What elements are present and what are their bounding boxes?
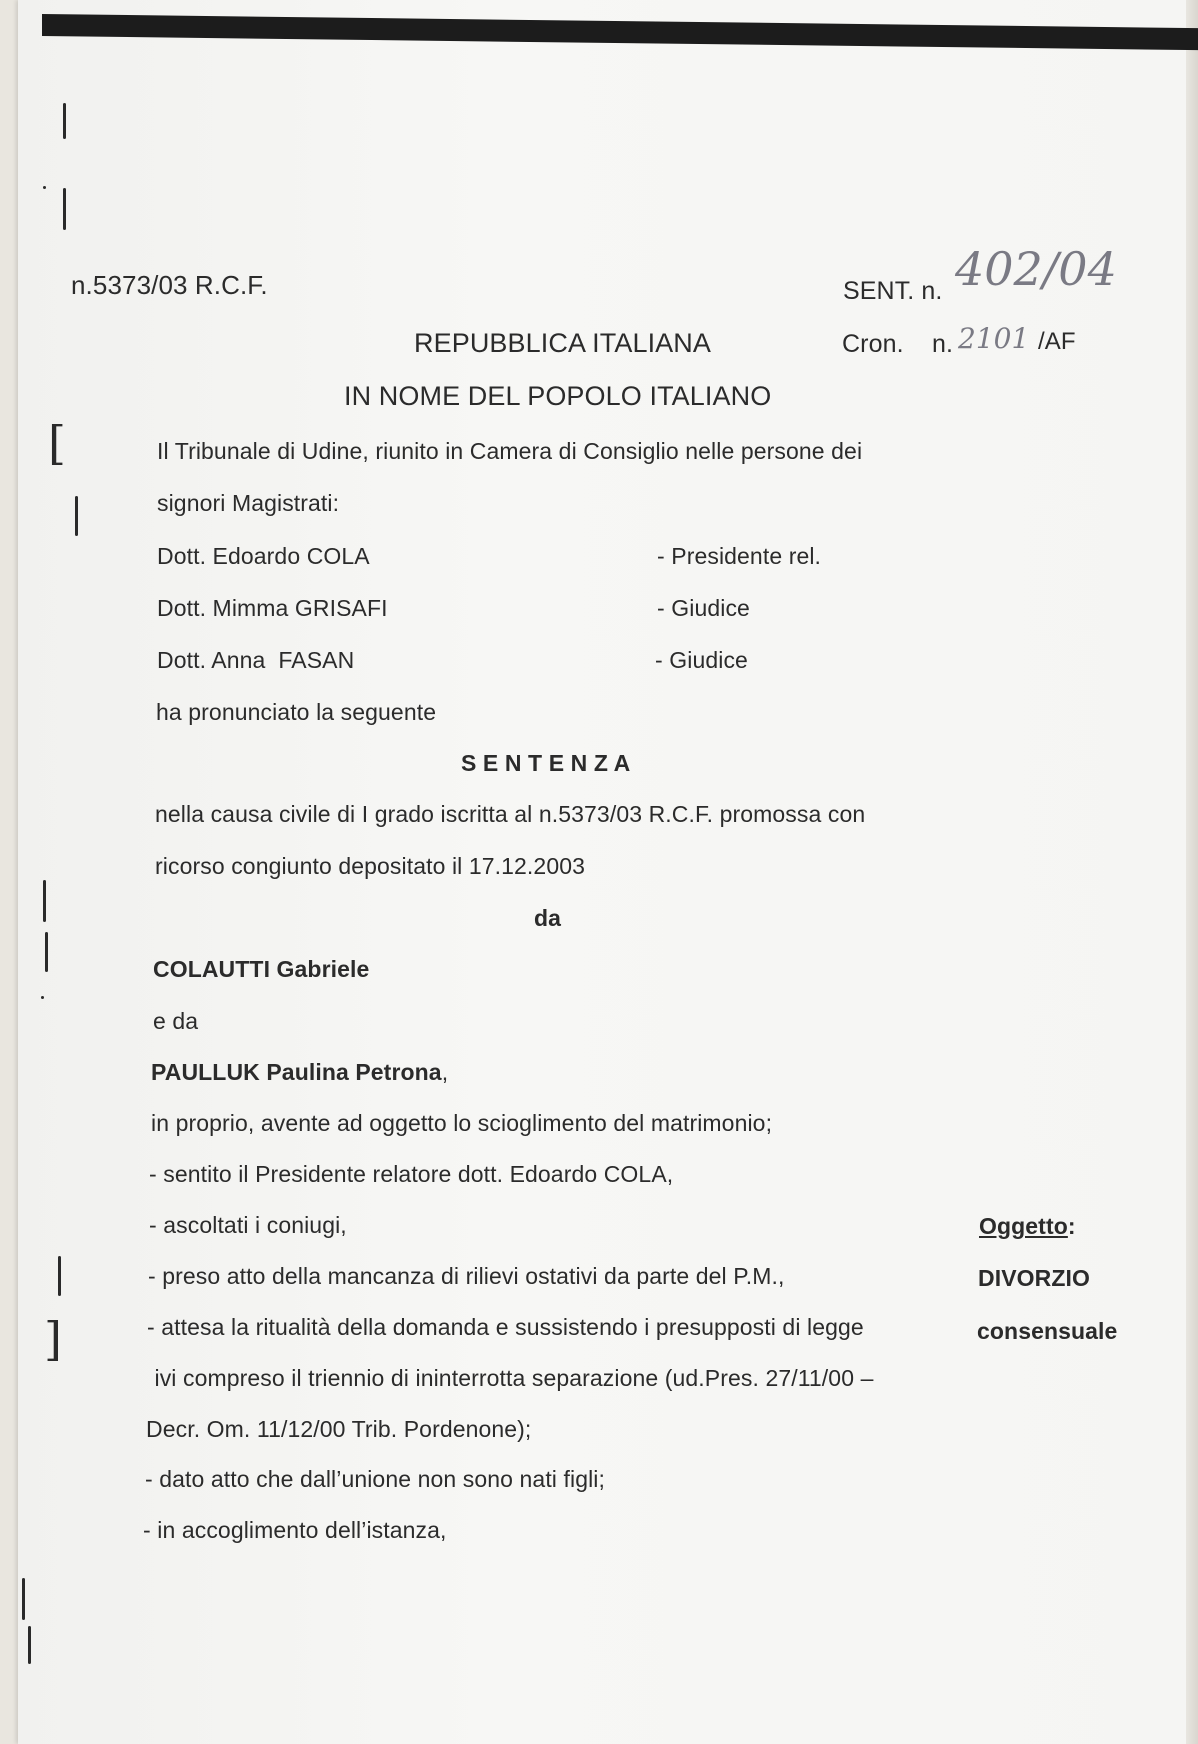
margin-mark <box>43 880 46 922</box>
subject-line-2: consensuale <box>977 1318 1118 1344</box>
margin-mark <box>43 186 46 189</box>
body-line: - in accoglimento dell’istanza, <box>143 1517 447 1543</box>
subject-line-1: DIVORZIO <box>978 1265 1090 1291</box>
judge-role: - Giudice <box>655 647 748 673</box>
subject-label: Oggetto <box>979 1213 1068 1239</box>
margin-mark <box>41 996 44 999</box>
judge-name: Dott. Edoardo COLA <box>157 543 370 569</box>
judge-role: - Giudice <box>657 595 750 621</box>
margin-mark <box>63 188 66 230</box>
subject-label-line <box>979 1213 1076 1240</box>
judge-role: - Presidente rel. <box>657 543 822 569</box>
margin-bracket: ] <box>44 1312 62 1366</box>
pronounced-line: ha pronunciato la seguente <box>156 699 437 725</box>
intro-line-2: signori Magistrati: <box>157 490 340 516</box>
party-2: PAULLUK Paulina Petrona <box>151 1059 442 1085</box>
body-line: ivi compreso il triennio di ininterrotta separazione (ud.Pres. 27/11/00 – <box>148 1365 874 1391</box>
cron-label: Cron. <box>842 330 904 358</box>
subject-colon: : <box>1067 1213 1076 1239</box>
cause-line-2: ricorso congiunto depositato il 17.12.2003 <box>155 853 585 879</box>
page-edge <box>1186 0 1198 1744</box>
people-heading: IN NOME DEL POPOLO ITALIANO <box>344 381 772 411</box>
sent-handwritten-number: 402/04 <box>955 242 1117 296</box>
margin-mark <box>22 1578 25 1620</box>
party-2-line <box>151 1059 448 1086</box>
margin-mark <box>28 1626 31 1664</box>
margin-bracket: [ <box>48 416 66 470</box>
margin-mark <box>63 103 66 139</box>
party-1: COLAUTTI Gabriele <box>153 956 370 982</box>
document-title: S E N T E N Z A <box>461 750 631 776</box>
margin-mark <box>45 932 48 972</box>
judge-name: Dott. Mimma GRISAFI <box>157 595 388 621</box>
party-2-comma: , <box>441 1059 449 1085</box>
cron-handwritten-number: 2101 <box>958 322 1030 355</box>
cause-line-1: nella causa civile di I grado iscritta al n.5373/03 R.C.F. promossa con <box>155 801 866 827</box>
body-line: - preso atto della mancanza di rilievi ostativi da parte del P.M., <box>148 1263 785 1289</box>
case-number: n.5373/03 R.C.F. <box>71 270 268 300</box>
republic-heading: REPUBBLICA ITALIANA <box>414 328 712 358</box>
sent-label: SENT. n. <box>843 277 943 305</box>
intro-line-1: Il Tribunale di Udine, riunito in Camera di Consiglio nelle persone dei <box>157 438 863 464</box>
body-line: - attesa la ritualità della domanda e sussistendo i presupposti di legge <box>147 1314 864 1340</box>
body-line: - sentito il Presidente relatore dott. Edoardo COLA, <box>149 1161 674 1187</box>
judge-name: Dott. Anna FASAN <box>157 647 355 673</box>
body-line: - ascoltati i coniugi, <box>149 1212 347 1238</box>
body-line: in proprio, avente ad oggetto lo scioglimento del matrimonio; <box>151 1110 773 1136</box>
e-da-label: e da <box>153 1008 199 1034</box>
body-line: - dato atto che dall’unione non sono nati figli; <box>145 1466 606 1492</box>
cron-suffix: /AF <box>1038 328 1076 355</box>
margin-mark <box>75 496 78 536</box>
da-label: da <box>534 905 562 931</box>
body-line: Decr. Om. 11/12/00 Trib. Pordenone); <box>146 1416 532 1442</box>
margin-mark <box>58 1256 61 1296</box>
cron-n-label: n. <box>932 330 954 358</box>
